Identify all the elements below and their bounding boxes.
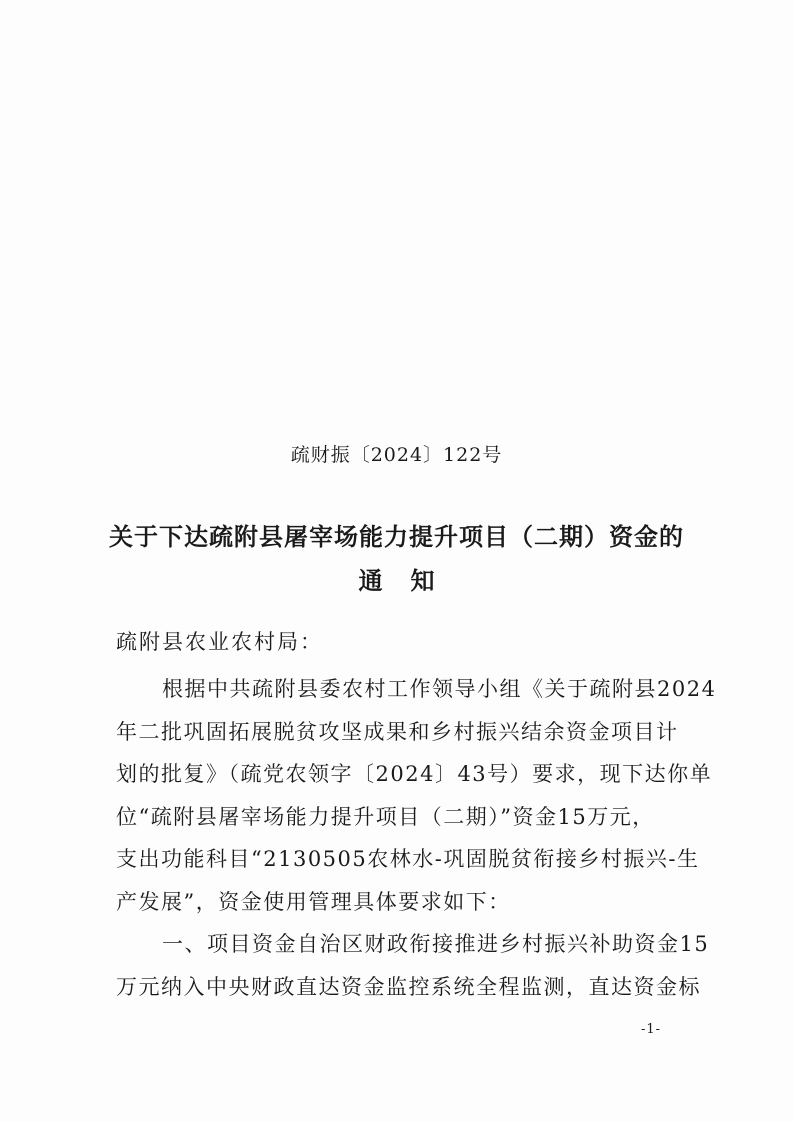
paragraph-1-line: 产发展”，资金使用管理具体要求如下： bbox=[116, 889, 511, 914]
body-text bbox=[116, 668, 717, 1008]
paragraph-1-line: 根据中共疏附县委农村工作领导小组《关于疏附县2024 bbox=[162, 677, 717, 701]
recipient: 疏附县农业农村局： bbox=[116, 630, 323, 654]
title-line-2: 通知 bbox=[358, 567, 463, 595]
paragraph-1-line: 划的批复》（疏党农领字〔2024〕43号）要求，现下达你单 bbox=[116, 762, 713, 786]
title-line-1: 关于下达疏附县屠宰场能力提升项目（二期）资金的 bbox=[109, 523, 684, 551]
paragraph-1-line: 位“疏附县屠宰场能力提升项目（二期）”资金15万元， bbox=[116, 804, 655, 829]
page-number: -1- bbox=[640, 1022, 661, 1037]
paragraph-2-line: 万元纳入中央财政直达资金监控系统全程监测，直达资金标 bbox=[116, 974, 701, 999]
paragraph-1-line: 支出功能科目“2130505农林水-巩固脱贫衔接乡村振兴-生 bbox=[116, 847, 700, 871]
paragraph-1-line: 年二批巩固拓展脱贫攻坚成果和乡村振兴结余资金项目计 bbox=[116, 719, 679, 744]
paragraph-2-line: 一、项目资金自治区财政衔接推进乡村振兴补助资金15 bbox=[162, 932, 710, 956]
document-number: 疏财振〔2024〕122号 bbox=[290, 444, 503, 466]
document-title bbox=[60, 515, 733, 603]
